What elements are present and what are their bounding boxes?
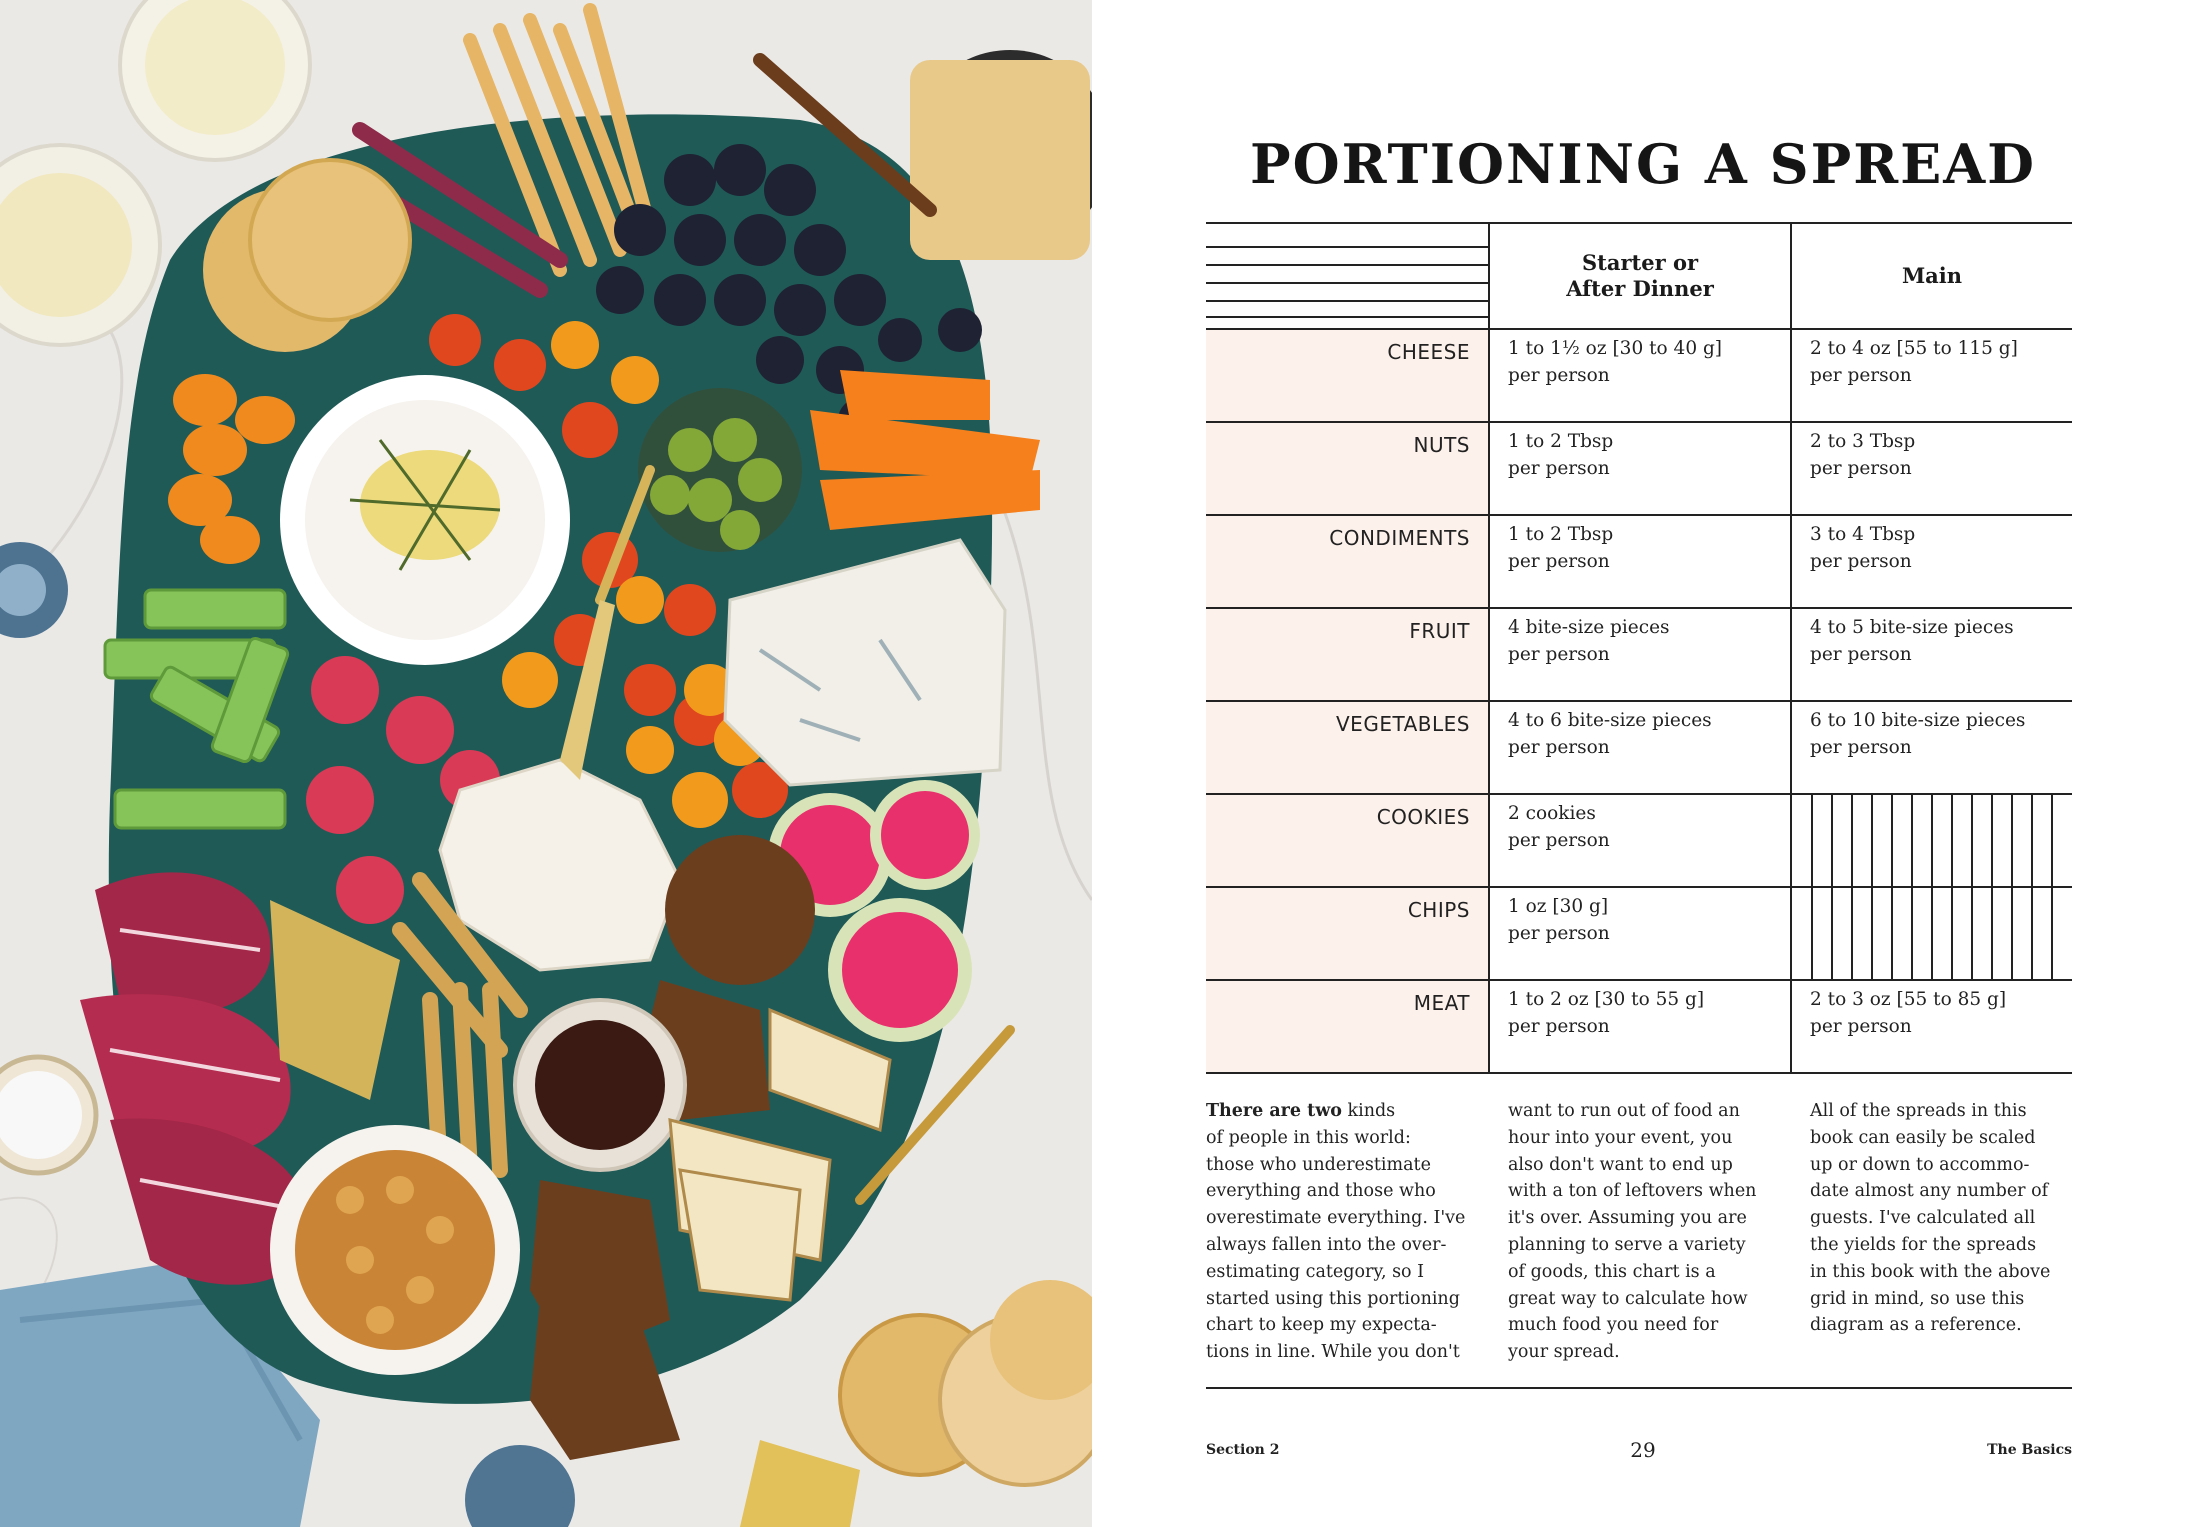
cell-condiments-starter: 1 to 2 Tbsp per person — [1508, 524, 1614, 572]
page-title: PORTIONING A SPREAD — [1249, 132, 2036, 196]
body-column-2: want to run out of food an hour into your event, you also don't want to end up with a ton of leftovers when it's over. Assuming you are planning to serve a variety of goods, this chart is a great way to calculate how much food you need for your spread. — [1508, 1101, 1757, 1363]
rule-row — [1206, 421, 2072, 423]
cell-vegetables-starter: 4 to 6 bite-size pieces per person — [1508, 710, 1712, 758]
footer-rule — [1206, 1387, 2072, 1389]
rule-row — [1206, 979, 2072, 981]
cell-fruit-starter: 4 bite-size pieces per person — [1508, 617, 1670, 665]
body-column-1 — [1206, 1098, 1486, 1366]
cell-nuts-main: 2 to 3 Tbsp per person — [1810, 431, 1916, 479]
rule-row — [1206, 700, 2072, 702]
rule-row — [1206, 607, 2072, 609]
row-label-cookies: COOKIES — [1376, 805, 1470, 829]
row-label-fruit: FRUIT — [1409, 619, 1470, 643]
body-lead: There are two — [1206, 1101, 1342, 1121]
row-label-condiments: CONDIMENTS — [1329, 526, 1470, 550]
rule-row — [1206, 514, 2072, 516]
col-header-main: Main — [1901, 263, 1963, 288]
cell-cheese-main: 2 to 4 oz [55 to 115 g] per person — [1810, 338, 2018, 386]
portion-chart — [1206, 222, 2072, 1074]
cell-nuts-starter: 1 to 2 Tbsp per person — [1508, 431, 1614, 479]
cell-cookies-starter: 2 cookies per person — [1508, 803, 1610, 851]
charcuterie-board-photo-icon — [0, 0, 1092, 1527]
row-label-chips: CHIPS — [1407, 898, 1470, 922]
decor-line — [1206, 300, 1488, 302]
charcuterie-board-photo — [0, 0, 1092, 1527]
cell-vegetables-main: 6 to 10 bite-size pieces per person — [1810, 710, 2026, 758]
row-label-cheese: CHEESE — [1387, 340, 1470, 364]
cell-fruit-main: 4 to 5 bite-size pieces per person — [1810, 617, 2014, 665]
body-column-3: All of the spreads in this book can easily be scaled up or down to accommo- date almost any number of guests. I've calculated all the yields for the spreads in this book with the above grid in mind, so use this diagram as a reference. — [1810, 1101, 2051, 1336]
rule-header — [1206, 328, 2072, 330]
row-label-meat: MEAT — [1413, 991, 1470, 1015]
decor-line — [1206, 316, 1488, 318]
cell-meat-starter: 1 to 2 oz [30 to 55 g] per person — [1508, 989, 1705, 1037]
not-applicable-hatch — [1792, 795, 2072, 979]
row-label-vegetables: VEGETABLES — [1336, 712, 1470, 736]
cell-meat-main: 2 to 3 oz [55 to 85 g] per person — [1810, 989, 2007, 1037]
footer-chapter: The Basics — [1987, 1442, 2072, 1458]
cell-condiments-main: 3 to 4 Tbsp per person — [1810, 524, 1916, 572]
col-divider — [1488, 222, 1490, 1074]
rule-bottom — [1206, 1072, 2072, 1074]
cell-cheese-starter: 1 to 1½ oz [30 to 40 g] per person — [1508, 338, 1723, 386]
decor-line — [1206, 264, 1488, 266]
body-text: kinds of people in this world: those who underestimate everything and those who overestimate everything. I've always fallen into the over- estimating category, so I started using this portioning chart to keep my expecta- tions in line. While you don't — [1206, 1101, 1466, 1363]
cell-chips-starter: 1 oz [30 g] per person — [1508, 896, 1610, 944]
row-label-nuts: NUTS — [1413, 433, 1470, 457]
text-page — [1092, 0, 2194, 1527]
page-number: 29 — [1630, 1438, 1656, 1462]
decor-line — [1206, 246, 1488, 248]
decor-line — [1206, 282, 1488, 284]
footer-section: Section 2 — [1206, 1442, 1280, 1458]
col-header-starter: Starter or After Dinner — [1566, 250, 1714, 301]
